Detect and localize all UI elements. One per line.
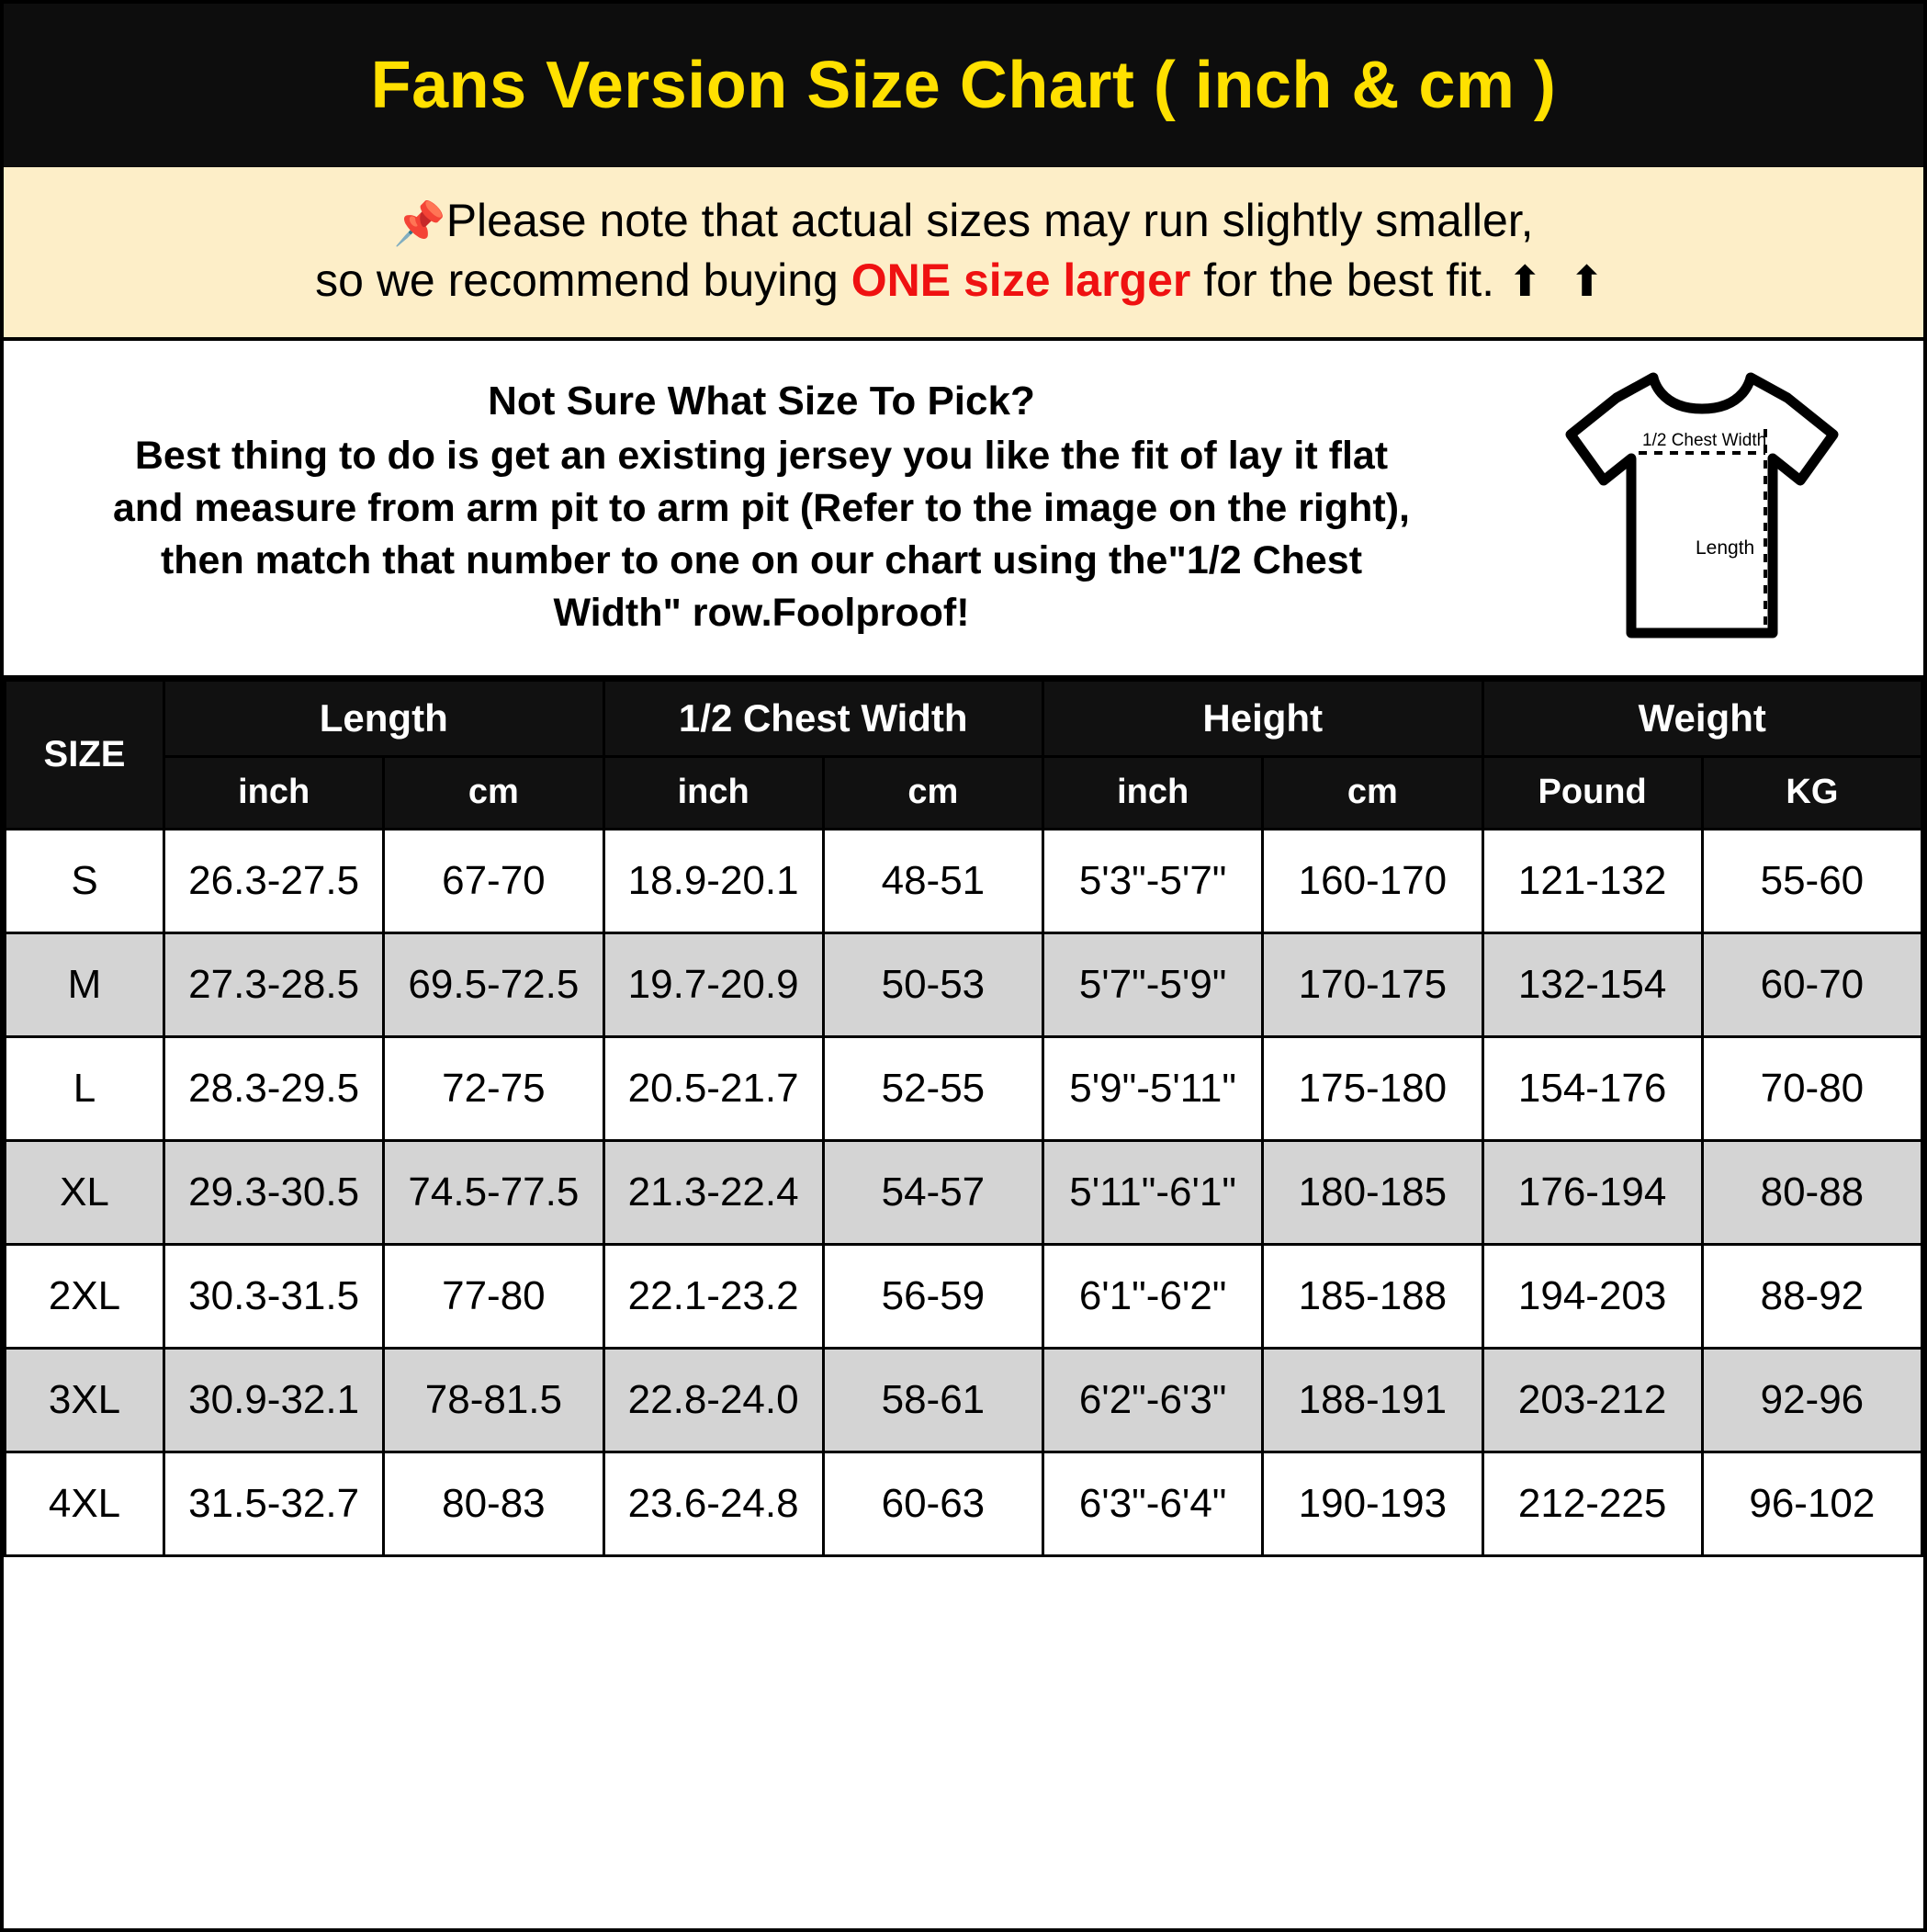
tshirt-diagram bbox=[1504, 357, 1923, 661]
cell-value: 27.3-28.5 bbox=[164, 932, 384, 1036]
table-row bbox=[6, 829, 1922, 932]
chest-width-label: 1/2 Chest Width bbox=[1642, 430, 1767, 450]
cell-size: S bbox=[6, 829, 164, 932]
cell-value: 203-212 bbox=[1482, 1348, 1702, 1452]
cell-value: 77-80 bbox=[384, 1244, 603, 1348]
size-table bbox=[4, 679, 1923, 1557]
header-group-length: Length bbox=[164, 680, 604, 756]
cell-value: 176-194 bbox=[1482, 1140, 1702, 1244]
note-line-2 bbox=[22, 251, 1905, 310]
help-body-line-4: Width" row.Foolproof! bbox=[553, 590, 970, 635]
length-label: Length bbox=[1696, 537, 1755, 559]
cell-value: 78-81.5 bbox=[384, 1348, 603, 1452]
cell-value: 19.7-20.9 bbox=[603, 932, 823, 1036]
header-group-weight: Weight bbox=[1482, 680, 1922, 756]
note-highlight: ONE size larger bbox=[851, 254, 1191, 306]
help-body-line-3: then match that number to one on our chart using the"1/2 Chest bbox=[160, 537, 1363, 582]
cell-value: 5'9"-5'11" bbox=[1043, 1036, 1263, 1140]
title-bar bbox=[4, 4, 1923, 167]
header-unit-length-cm: cm bbox=[384, 756, 603, 829]
cell-value: 212-225 bbox=[1482, 1452, 1702, 1555]
table-row bbox=[6, 1036, 1922, 1140]
table-row bbox=[6, 1452, 1922, 1555]
cell-value: 23.6-24.8 bbox=[603, 1452, 823, 1555]
cell-value: 154-176 bbox=[1482, 1036, 1702, 1140]
cell-value: 80-83 bbox=[384, 1452, 603, 1555]
cell-value: 72-75 bbox=[384, 1036, 603, 1140]
cell-value: 28.3-29.5 bbox=[164, 1036, 384, 1140]
pin-icon: 📌 bbox=[393, 199, 446, 247]
cell-value: 58-61 bbox=[823, 1348, 1042, 1452]
header-unit-weight-pound: Pound bbox=[1482, 756, 1702, 829]
note-band bbox=[4, 167, 1923, 341]
note-text-1: Please note that actual sizes may run slightly smaller, bbox=[445, 195, 1534, 246]
up-arrows-icon: ⬆ ⬆ bbox=[1506, 256, 1612, 305]
cell-value: 69.5-72.5 bbox=[384, 932, 603, 1036]
cell-value: 50-53 bbox=[823, 932, 1042, 1036]
cell-value: 194-203 bbox=[1482, 1244, 1702, 1348]
cell-value: 180-185 bbox=[1263, 1140, 1482, 1244]
cell-value: 54-57 bbox=[823, 1140, 1042, 1244]
table-row bbox=[6, 1348, 1922, 1452]
cell-value: 60-70 bbox=[1702, 932, 1921, 1036]
table-header-group-row bbox=[6, 680, 1922, 756]
cell-value: 96-102 bbox=[1702, 1452, 1921, 1555]
cell-value: 188-191 bbox=[1263, 1348, 1482, 1452]
cell-value: 121-132 bbox=[1482, 829, 1702, 932]
header-unit-chest-cm: cm bbox=[823, 756, 1042, 829]
cell-value: 160-170 bbox=[1263, 829, 1482, 932]
cell-value: 22.1-23.2 bbox=[603, 1244, 823, 1348]
cell-value: 56-59 bbox=[823, 1244, 1042, 1348]
cell-value: 185-188 bbox=[1263, 1244, 1482, 1348]
header-unit-weight-kg: KG bbox=[1702, 756, 1921, 829]
header-group-height: Height bbox=[1043, 680, 1483, 756]
page-title: Fans Version Size Chart ( inch & cm ) bbox=[370, 49, 1557, 122]
table-body bbox=[6, 829, 1922, 1555]
help-body-line-2: and measure from arm pit to arm pit (Refer to the image on the right), bbox=[112, 486, 1410, 531]
table-row bbox=[6, 1140, 1922, 1244]
table-row bbox=[6, 1244, 1922, 1348]
cell-value: 175-180 bbox=[1263, 1036, 1482, 1140]
cell-value: 5'7"-5'9" bbox=[1043, 932, 1263, 1036]
cell-value: 21.3-22.4 bbox=[603, 1140, 823, 1244]
cell-size: M bbox=[6, 932, 164, 1036]
cell-value: 6'2"-6'3" bbox=[1043, 1348, 1263, 1452]
note-line-1 bbox=[22, 191, 1905, 251]
help-text-block bbox=[4, 378, 1504, 638]
cell-value: 6'3"-6'4" bbox=[1043, 1452, 1263, 1555]
table-row bbox=[6, 932, 1922, 1036]
header-unit-length-inch: inch bbox=[164, 756, 384, 829]
cell-value: 52-55 bbox=[823, 1036, 1042, 1140]
cell-value: 5'3"-5'7" bbox=[1043, 829, 1263, 932]
tshirt-icon bbox=[1550, 357, 1854, 661]
cell-value: 88-92 bbox=[1702, 1244, 1921, 1348]
cell-value: 6'1"-6'2" bbox=[1043, 1244, 1263, 1348]
header-unit-chest-inch: inch bbox=[603, 756, 823, 829]
cell-value: 26.3-27.5 bbox=[164, 829, 384, 932]
table-head bbox=[6, 680, 1922, 829]
cell-value: 30.9-32.1 bbox=[164, 1348, 384, 1452]
cell-value: 74.5-77.5 bbox=[384, 1140, 603, 1244]
cell-value: 30.3-31.5 bbox=[164, 1244, 384, 1348]
help-heading: Not Sure What Size To Pick? bbox=[488, 378, 1035, 424]
cell-size: L bbox=[6, 1036, 164, 1140]
cell-value: 170-175 bbox=[1263, 932, 1482, 1036]
cell-value: 132-154 bbox=[1482, 932, 1702, 1036]
header-group-chest: 1/2 Chest Width bbox=[603, 680, 1043, 756]
cell-value: 55-60 bbox=[1702, 829, 1921, 932]
cell-value: 5'11"-6'1" bbox=[1043, 1140, 1263, 1244]
header-unit-height-cm: cm bbox=[1263, 756, 1482, 829]
cell-size: XL bbox=[6, 1140, 164, 1244]
cell-value: 60-63 bbox=[823, 1452, 1042, 1555]
cell-size: 4XL bbox=[6, 1452, 164, 1555]
table-header-unit-row bbox=[6, 756, 1922, 829]
cell-value: 18.9-20.1 bbox=[603, 829, 823, 932]
cell-value: 67-70 bbox=[384, 829, 603, 932]
cell-size: 2XL bbox=[6, 1244, 164, 1348]
help-section bbox=[4, 341, 1923, 679]
cell-value: 20.5-21.7 bbox=[603, 1036, 823, 1140]
note-text-2a: so we recommend buying bbox=[315, 254, 851, 306]
header-size: SIZE bbox=[6, 680, 164, 829]
cell-value: 48-51 bbox=[823, 829, 1042, 932]
header-unit-height-inch: inch bbox=[1043, 756, 1263, 829]
cell-value: 92-96 bbox=[1702, 1348, 1921, 1452]
cell-value: 70-80 bbox=[1702, 1036, 1921, 1140]
cell-value: 31.5-32.7 bbox=[164, 1452, 384, 1555]
cell-size: 3XL bbox=[6, 1348, 164, 1452]
cell-value: 80-88 bbox=[1702, 1140, 1921, 1244]
cell-value: 190-193 bbox=[1263, 1452, 1482, 1555]
cell-value: 29.3-30.5 bbox=[164, 1140, 384, 1244]
cell-value: 22.8-24.0 bbox=[603, 1348, 823, 1452]
help-body-line-1: Best thing to do is get an existing jersey you like the fit of lay it flat bbox=[134, 434, 1389, 479]
note-text-2b: for the best fit. bbox=[1190, 254, 1495, 306]
